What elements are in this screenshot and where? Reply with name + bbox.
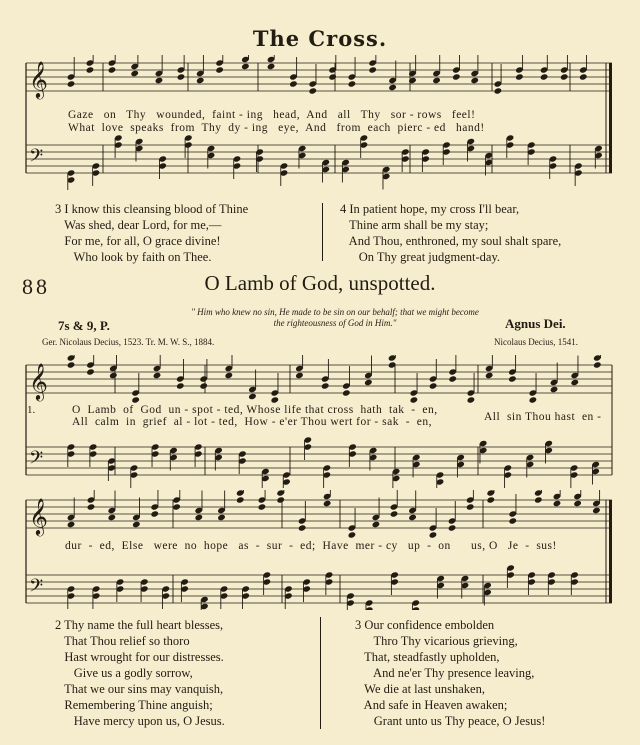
lyric-line: All sin Thou hast en - xyxy=(484,411,602,423)
music-credit: Nicolaus Decius, 1541. xyxy=(494,337,578,347)
hymn-title: The Cross. xyxy=(252,26,388,51)
note-head xyxy=(131,396,140,403)
note-head xyxy=(323,500,332,507)
verse-line: 3 Our confidence embolden xyxy=(355,618,495,632)
note-head xyxy=(388,84,397,91)
note-head xyxy=(87,503,96,510)
note-head xyxy=(410,396,419,403)
verse-3 xyxy=(55,201,248,265)
meter: 7s & 9, P. xyxy=(58,318,110,333)
note-head xyxy=(467,396,476,403)
note-head xyxy=(267,63,276,70)
verse-line: And safe in Heaven awaken; xyxy=(355,698,508,712)
verse-line: That Thou relief so thoro xyxy=(55,634,190,648)
note-head xyxy=(295,372,304,379)
note-head xyxy=(487,496,496,503)
note-head xyxy=(515,73,524,80)
note-head xyxy=(130,70,139,77)
verse-line: 4 In patient hope, my cross I'll bear, xyxy=(340,202,520,216)
note-head xyxy=(429,531,438,538)
note-head xyxy=(150,510,159,517)
treble-clef-icon: 𝄞 xyxy=(29,362,48,400)
note-head xyxy=(86,66,95,73)
note-head xyxy=(579,73,588,80)
note-head xyxy=(289,80,298,87)
lyric-line: All calm in grief al - lot - ted, How - e'er Thou wert for - sak - en, xyxy=(72,416,433,428)
note-head xyxy=(241,63,250,70)
verse-4 xyxy=(340,201,561,265)
note-head xyxy=(215,66,224,73)
note-head xyxy=(560,73,569,80)
note-head xyxy=(368,66,377,73)
verse-line: Grant unto us Thy peace, O Jesus! xyxy=(355,714,546,728)
note-head xyxy=(153,372,162,379)
treble-clef-icon: 𝄞 xyxy=(29,60,48,98)
note-head xyxy=(573,500,582,507)
note-head xyxy=(225,372,234,379)
bass-clef-icon: 𝄢 xyxy=(29,448,44,473)
note-head xyxy=(592,507,601,514)
treble-clef-icon: 𝄞 xyxy=(29,497,48,535)
note-head xyxy=(86,368,95,375)
verse-3 xyxy=(355,617,545,729)
note-head xyxy=(485,372,494,379)
bass-clef-icon: 𝄢 xyxy=(29,576,44,601)
note-head xyxy=(328,73,337,80)
note-head xyxy=(172,503,181,510)
epigraph-line: " Him who knew no sin, He made to be sin on our behalf; that we might become xyxy=(191,307,479,317)
note-head xyxy=(108,514,117,521)
lyric-line: Gaze on Thy wounded, faint - ing head, And all Thy sor - rows feel! xyxy=(68,109,476,121)
note-head xyxy=(298,524,307,531)
note-head xyxy=(508,375,517,382)
column-divider xyxy=(320,617,321,729)
final-barline xyxy=(609,500,612,603)
note-head xyxy=(67,80,76,87)
final-barline xyxy=(609,63,612,173)
verse-line: Was shed, dear Lord, for me,— xyxy=(55,218,222,232)
note-head xyxy=(309,87,318,94)
note-head xyxy=(390,510,399,517)
verse-line: Give us a godly sorrow, xyxy=(55,666,193,680)
note-head xyxy=(448,524,457,531)
note-head xyxy=(540,73,549,80)
verse-number: 1. xyxy=(27,404,36,416)
lyric-line: dur - ed, Else were no hope as - sur - ed; Have mer - cy up - on us, O Je - sus! xyxy=(65,540,557,552)
note-head xyxy=(452,73,461,80)
note-head xyxy=(196,77,205,84)
verse-line: That, steadfastly upholden, xyxy=(355,650,500,664)
note-head xyxy=(534,496,543,503)
note-head xyxy=(408,77,417,84)
note-head xyxy=(342,389,351,396)
note-head xyxy=(132,521,141,528)
note-head xyxy=(553,500,562,507)
note-head xyxy=(432,77,441,84)
tune-name: Agnus Dei. xyxy=(505,316,566,331)
verse-line: And Thou, enthroned, my soul shalt spare, xyxy=(340,234,562,248)
verse-line: That we our sins may vanquish, xyxy=(55,682,224,696)
verse-line: Thro Thy vicarious grieving, xyxy=(355,634,518,648)
note-head xyxy=(236,496,245,503)
column-divider xyxy=(322,203,323,261)
note-head xyxy=(429,382,438,389)
note-head xyxy=(593,361,602,368)
note-head xyxy=(258,503,267,510)
note-head xyxy=(348,531,357,538)
note-head xyxy=(276,496,285,503)
note-head xyxy=(494,87,503,94)
bass-clef-icon: 𝄢 xyxy=(29,146,44,171)
note-head xyxy=(321,382,330,389)
note-head xyxy=(550,386,559,393)
note-head xyxy=(466,503,475,510)
verse-line: Hast wrought for our distresses. xyxy=(55,650,224,664)
verse-line: Who look by faith on Thee. xyxy=(55,250,212,264)
hymn-title: O Lamb of God, unspotted. xyxy=(204,271,436,295)
verse-line: 2 Thy name the full heart blesses, xyxy=(55,618,224,632)
verse-line: Thine arm shall be my stay; xyxy=(340,218,489,232)
verse-line: Have mercy upon us, O Jesus. xyxy=(55,714,225,728)
note-head xyxy=(67,361,76,368)
note-head xyxy=(508,517,517,524)
verse-2 xyxy=(55,617,225,729)
words-credit: Ger. Nicolaus Decius, 1523. Tr. M. W. S., 1884. xyxy=(42,337,215,347)
note-head xyxy=(271,396,280,403)
epigraph xyxy=(140,307,530,329)
note-head xyxy=(448,375,457,382)
note-head xyxy=(408,514,417,521)
verse-line: Remembering Thine anguish; xyxy=(55,698,213,712)
note-head xyxy=(199,382,208,389)
note-head xyxy=(529,396,538,403)
note-head xyxy=(195,514,204,521)
verse-line: And ne'er Thy presence leaving, xyxy=(355,666,535,680)
note-head xyxy=(177,73,186,80)
note-head xyxy=(348,80,357,87)
verse-line: For me, for all, O grace divine! xyxy=(55,234,221,248)
note-head xyxy=(364,379,373,386)
note-head xyxy=(108,66,117,73)
note-head xyxy=(109,372,118,379)
lyric-line: What love speaks from Thy dy - ing eye, And from each pierc - ed hand! xyxy=(68,122,485,134)
epigraph-line: the righteousness of God in Him." xyxy=(273,318,397,328)
verse-line: 3 I know this cleansing blood of Thine xyxy=(55,202,249,216)
note-head xyxy=(67,521,76,528)
note-head xyxy=(372,521,381,528)
note-head xyxy=(176,382,185,389)
note-head xyxy=(570,379,579,386)
note-head xyxy=(470,77,479,84)
verse-line: On Thy great judgment-day. xyxy=(340,250,501,264)
note-head xyxy=(217,514,226,521)
lyric-line: O Lamb of God un - spot - ted, Whose life that cross hath tak - en, xyxy=(72,404,438,416)
note-head xyxy=(248,393,257,400)
verse-line: We die at last unshaken, xyxy=(355,682,485,696)
hymn-number: 88 xyxy=(22,274,50,299)
note-head xyxy=(155,77,164,84)
